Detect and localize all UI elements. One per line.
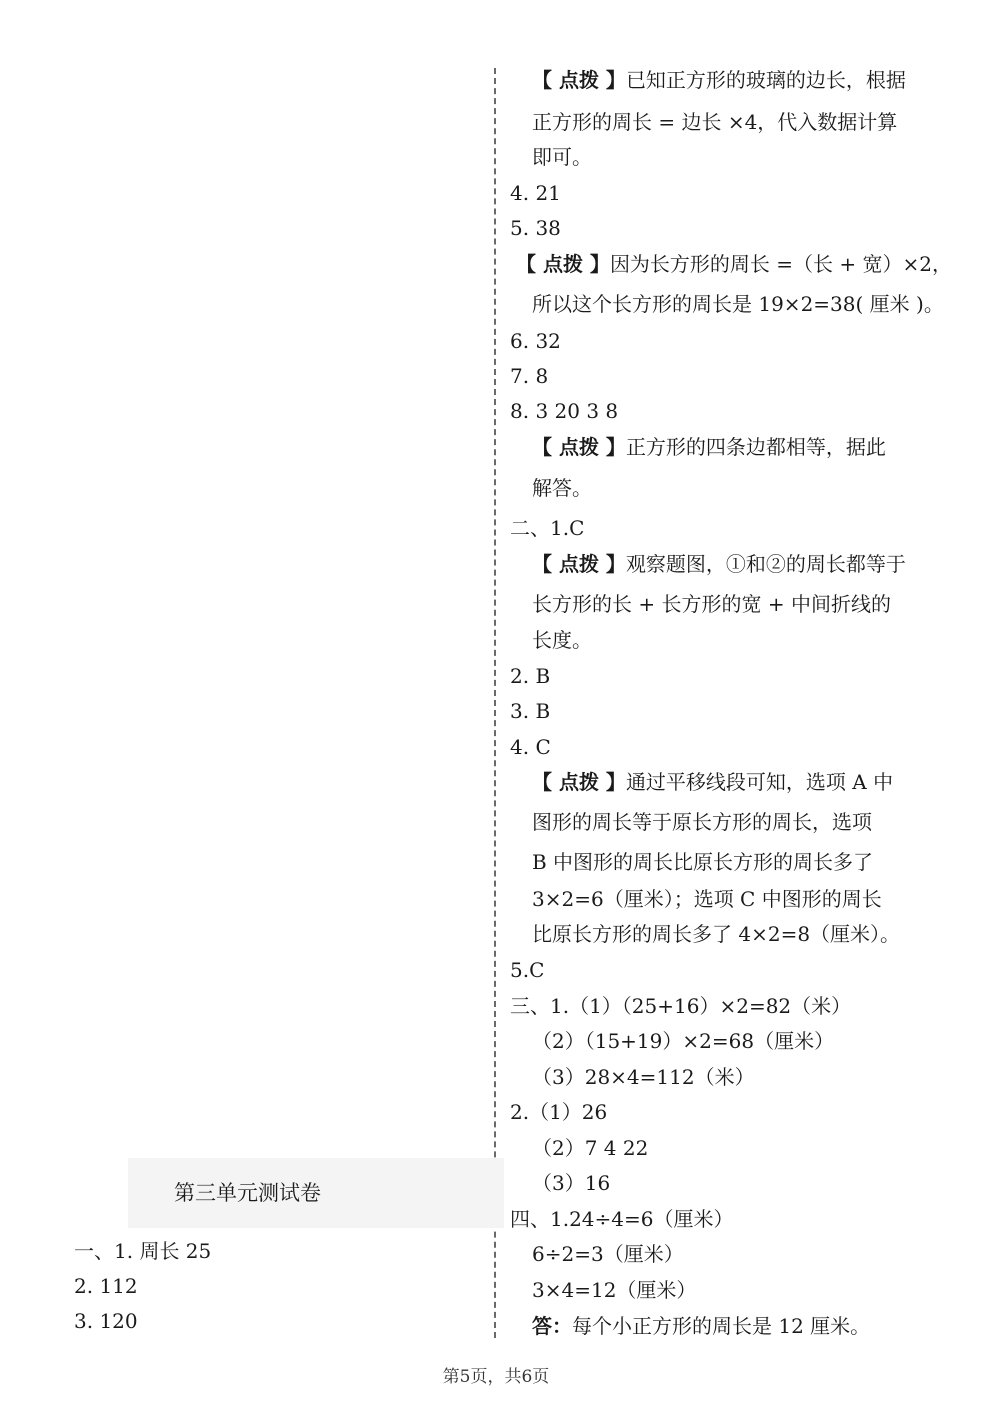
answer-line: 3×4=12（厘米） xyxy=(532,1278,697,1302)
answer-line: 一、1. 周长 25 xyxy=(74,1239,212,1263)
page-number: 第5页，共6页 xyxy=(442,1367,550,1387)
tip-line xyxy=(532,550,906,578)
tip-label: 【 点拨 】 xyxy=(532,68,626,92)
answer-line: 4. C xyxy=(510,735,551,759)
answer-line: 图形的周长等于原长方形的周长，选项 xyxy=(532,810,872,834)
answer-line: 8. 3 20 3 8 xyxy=(510,399,619,423)
column-divider xyxy=(494,68,496,1338)
answer-line: 2. 112 xyxy=(74,1274,138,1298)
tip-text: 正方形的四条边都相等，据此 xyxy=(625,435,886,459)
tip-line xyxy=(516,250,952,278)
answer-line: 5. 38 xyxy=(510,216,561,240)
tip-label: 【 点拨 】 xyxy=(532,770,626,794)
answer-line: 7. 8 xyxy=(510,364,549,388)
answer-line: 比原长方形的周长多了 4×2=8（厘米）。 xyxy=(532,922,901,946)
answer-label: 答： xyxy=(532,1314,572,1338)
answer-line: 解答。 xyxy=(532,476,592,500)
tip-text: 观察题图，①和②的周长都等于 xyxy=(625,552,906,576)
answer-line: 2.（1）26 xyxy=(510,1100,608,1124)
section-title: 第三单元测试卷 xyxy=(128,1158,504,1228)
answer-line: （3）28×4=112（米） xyxy=(532,1065,755,1089)
answer-line: 6. 32 xyxy=(510,329,561,353)
answer-line: （2）（15+19）×2=68（厘米） xyxy=(532,1029,835,1053)
answer-line: 4. 21 xyxy=(510,181,561,205)
tip-line xyxy=(532,768,893,796)
answer-line: 即可。 xyxy=(532,145,592,169)
answer-line: 长度。 xyxy=(532,628,592,652)
tip-text: 每个小正方形的周长是 12 厘米。 xyxy=(572,1314,871,1338)
answer-line: 三、1.（1）（25+16）×2=82（米） xyxy=(510,994,852,1018)
answer-line: 5.C xyxy=(510,958,545,982)
tip-label: 【 点拨 】 xyxy=(516,252,610,276)
tip-text: 因为长方形的周长 =（长 + 宽）×2， xyxy=(609,252,953,276)
answer-line: 6÷2=3（厘米） xyxy=(532,1242,684,1266)
tip-line xyxy=(532,66,906,94)
tip-text: 已知正方形的玻璃的边长，根据 xyxy=(625,68,906,92)
answer-line: 3. B xyxy=(510,699,551,723)
answer-line: 所以这个长方形的周长是 19×2=38( 厘米 )。 xyxy=(532,292,944,316)
tip-label: 【 点拨 】 xyxy=(532,435,626,459)
answer-line: 长方形的长 + 长方形的宽 + 中间折线的 xyxy=(532,592,891,616)
answer-line: 四、1.24÷4=6（厘米） xyxy=(510,1207,734,1231)
answer-line: （3）16 xyxy=(532,1171,611,1195)
answer-line: 3×2=6（厘米）；选项 C 中图形的周长 xyxy=(532,887,882,911)
tip-line xyxy=(532,433,886,461)
answer-line: 二、1.C xyxy=(510,516,585,540)
tip-line xyxy=(532,1312,870,1340)
tip-label: 【 点拨 】 xyxy=(532,552,626,576)
answer-line: B 中图形的周长比原长方形的周长多了 xyxy=(532,850,874,874)
tip-text: 通过平移线段可知，选项 A 中 xyxy=(625,770,894,794)
answer-line: （2）7 4 22 xyxy=(532,1136,649,1160)
answer-line: 正方形的周长 = 边长 ×4，代入数据计算 xyxy=(532,110,898,134)
answer-line: 2. B xyxy=(510,664,551,688)
answer-line: 3. 120 xyxy=(74,1309,138,1333)
